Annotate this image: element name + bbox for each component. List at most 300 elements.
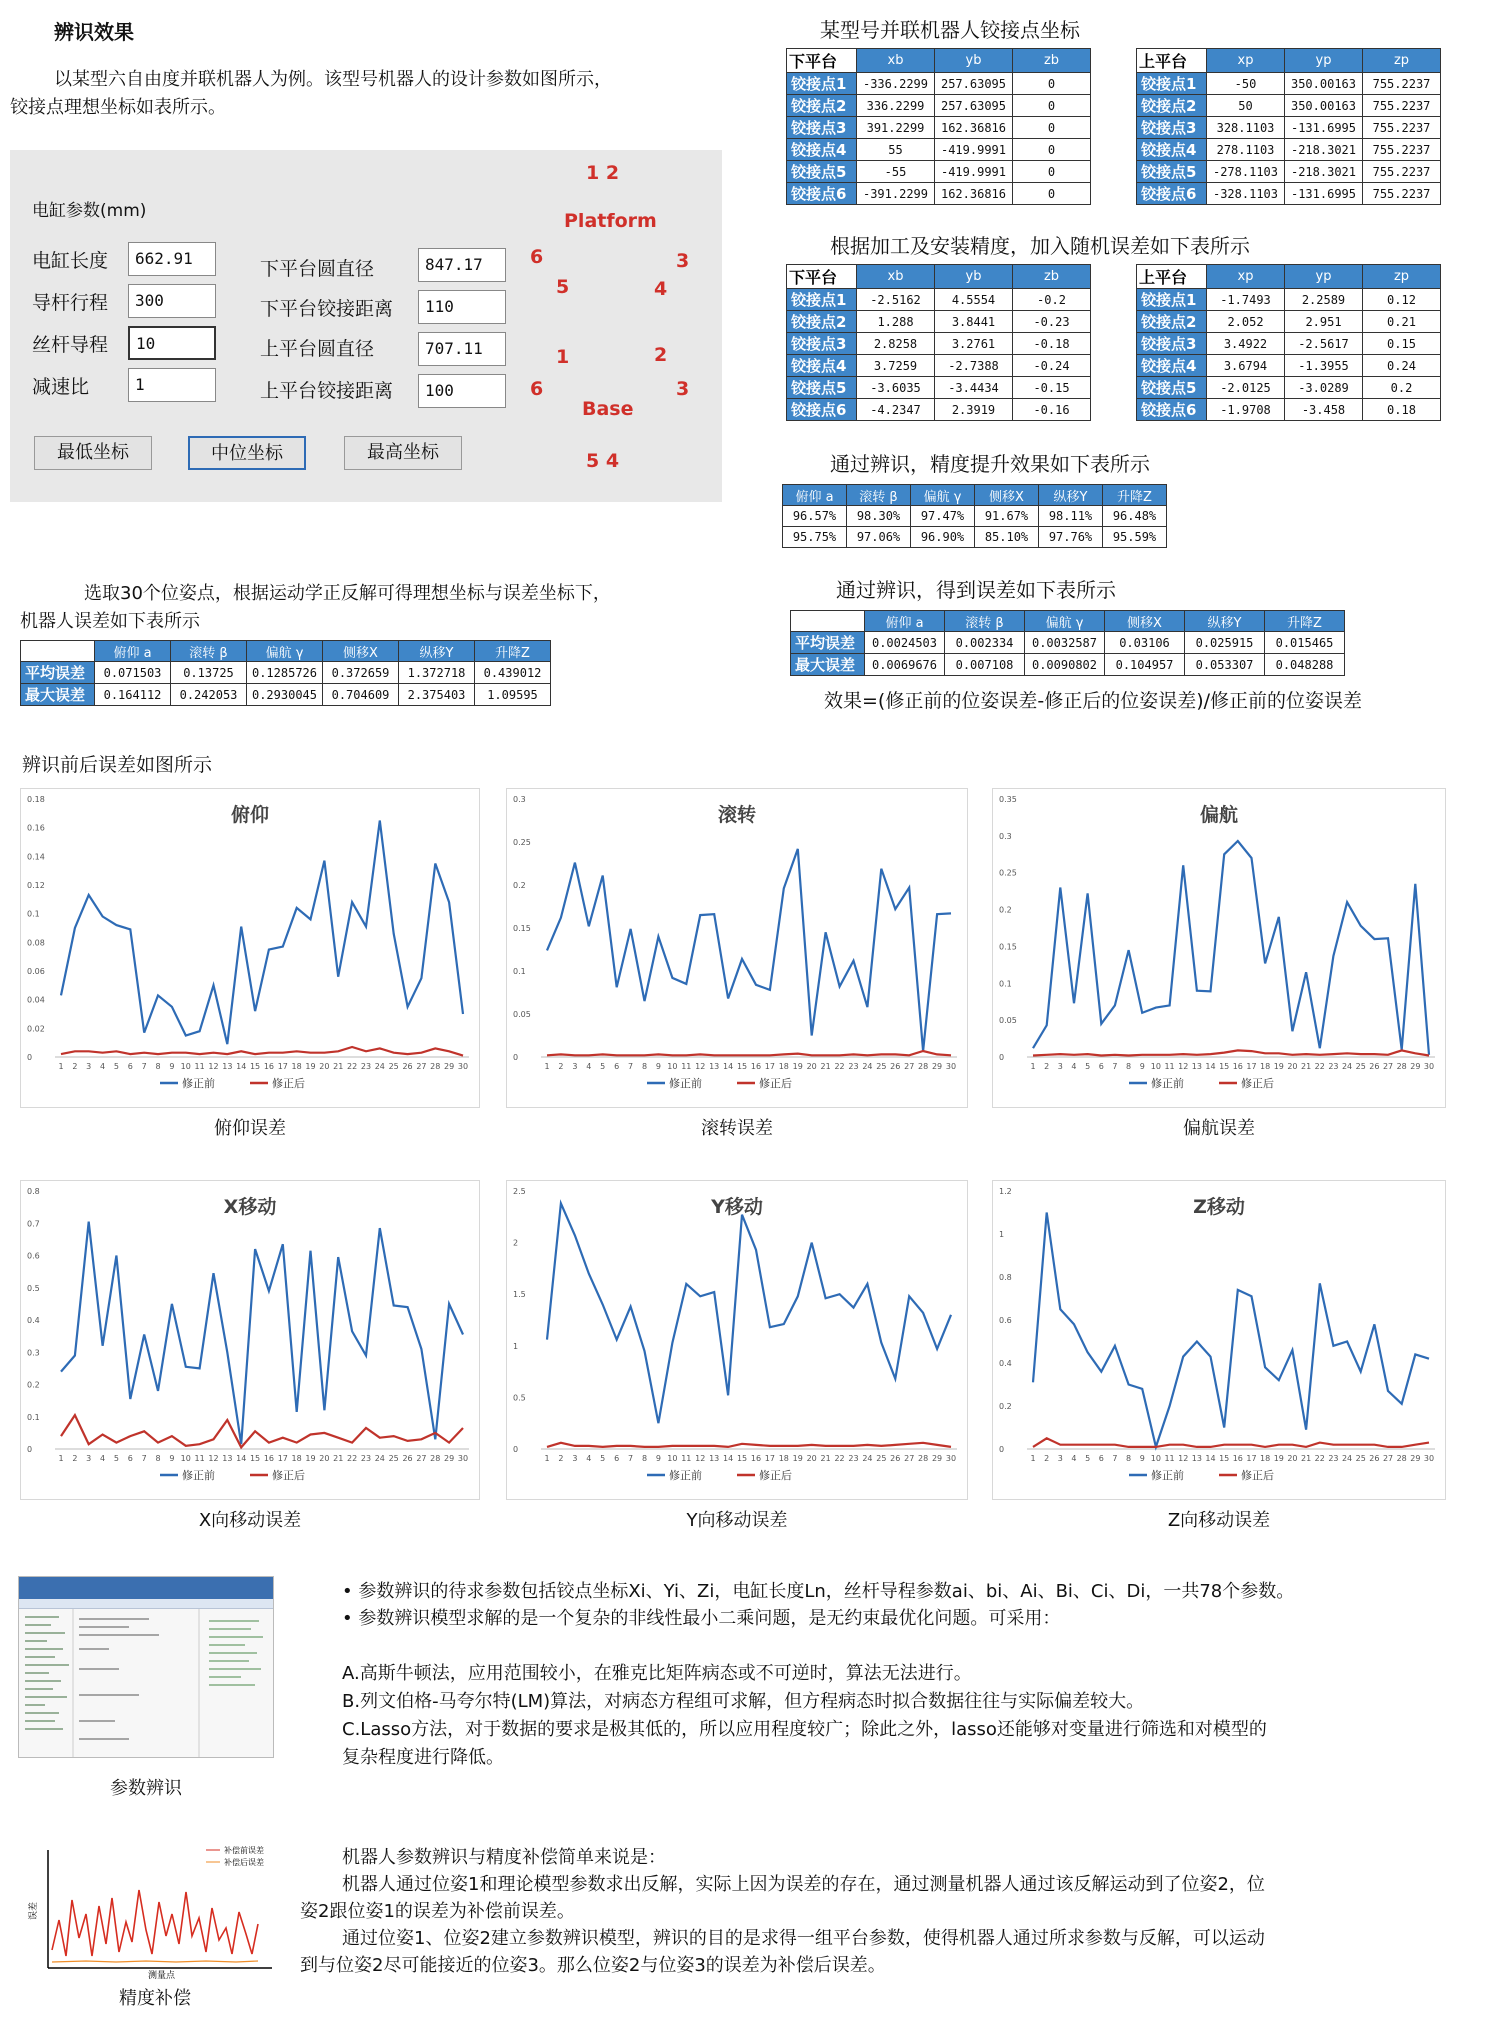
x-tick-label: 22 [347,1454,358,1463]
y-tick-label: 0.6 [999,1316,1012,1325]
table-cell: 2.951 [1285,311,1363,333]
x-tick-label: 27 [904,1454,915,1463]
table-corner-header: 下平台 [787,49,857,73]
intro-text [10,66,750,122]
series-line-after [1033,1438,1429,1447]
base-point-label: 2 [654,344,668,366]
y-tick-label: 1 [999,1230,1005,1239]
x-tick-label: 13 [222,1454,233,1463]
table-cell: 3.6794 [1207,355,1285,377]
params-panel [10,150,722,502]
table-corner-header [791,611,865,632]
after-error-table [790,610,1345,676]
table-cell: -3.6035 [857,377,935,399]
x-tick-label: 24 [862,1454,873,1463]
chart-title: 滚转 [717,804,757,826]
x-tick-label: 6 [127,1062,133,1071]
screw-lead-field[interactable]: 10 [128,326,216,360]
table-cell: -278.1103 [1207,161,1285,183]
y-tick-label: 2.5 [513,1187,526,1196]
table-row [787,161,1091,183]
method-item: A.高斯牛顿法，应用范围较小，在雅克比矩阵病态或不可逆时，算法无法进行。 [342,1663,972,1684]
table-cell: 1.288 [857,311,935,333]
x-tick-label: 2 [558,1454,564,1463]
table-row [787,139,1091,161]
y-move-chart-caption: Y向移动误差 [686,1510,788,1531]
x-tick-label: 4 [100,1062,106,1071]
table-cell: 0.2930045 [247,684,323,706]
column-header: xp [1207,49,1285,73]
table-row [1137,289,1441,311]
x-tick-label: 3 [86,1062,92,1071]
table-row [787,117,1091,139]
chart-title: Z移动 [1193,1196,1245,1218]
column-header: 纵移Y [1185,611,1265,632]
summary-line: 姿2跟位姿1的误差为补偿前误差。 [300,1901,575,1922]
bullet-item: • 参数辨识模型求解的是一个复杂的非线性最小二乘问题，是无约束最优化问题。可采用： [342,1608,1061,1629]
table-cell: 162.36816 [935,183,1013,205]
table-row [787,355,1091,377]
table-row [21,662,551,684]
field-label: 下平台铰接距离 [260,298,394,320]
x-tick-label: 24 [374,1062,385,1071]
table-cell: 0.164112 [95,684,171,706]
column-header: yb [935,49,1013,73]
column-header: 纵移Y [399,641,475,662]
x-tick-label: 25 [1355,1062,1366,1071]
platform-point-label: 1 2 [586,162,620,184]
x-tick-label: 1 [58,1454,64,1463]
x-tick-label: 20 [806,1062,817,1071]
x-tick-label: 11 [194,1454,205,1463]
x-tick-label: 10 [1150,1062,1161,1071]
x-tick-label: 25 [876,1454,887,1463]
table-cell: -0.15 [1013,377,1091,399]
series-line-after [1033,1050,1429,1055]
table-cell: 0.439012 [475,662,551,684]
table-row [1137,377,1441,399]
legend-label: 修正前 [1151,1469,1184,1482]
table-cell: 0.025915 [1185,632,1265,654]
row-header: 铰接点6 [1137,399,1207,421]
x-tick-label: 21 [820,1062,831,1071]
x-tick-label: 28 [1396,1062,1407,1071]
x-move-chart [20,1180,480,1500]
table-cell: 97.47% [911,506,975,527]
z-move-chart-caption: Z向移动误差 [1167,1510,1271,1531]
x-tick-label: 20 [319,1062,330,1071]
table-row [1137,311,1441,333]
x-tick-label: 8 [155,1454,161,1463]
table-cell: 0 [1013,73,1091,95]
table-cell: 328.1103 [1207,117,1285,139]
bullet-list [342,1578,1492,1632]
column-header: 侧移X [1105,611,1185,632]
table-row [1137,183,1441,205]
table-row [1137,399,1441,421]
y-tick-label: 0.25 [513,838,531,847]
summary-line: 到与位姿2尽可能接近的位姿3。那么位姿2与位姿3的误差为补偿后误差。 [300,1955,886,1976]
guide-stroke-field[interactable]: 300 [128,284,216,318]
method-item: 复杂程度进行降低。 [342,1747,504,1768]
table-row [787,95,1091,117]
table-cell: -419.9991 [935,139,1013,161]
y-tick-label: 0.2 [999,905,1012,915]
table-cell: 1.09595 [475,684,551,706]
table-cell: 0 [1013,161,1091,183]
x-tick-label: 15 [1219,1062,1230,1071]
x-tick-label: 22 [1314,1062,1325,1071]
x-tick-label: 3 [86,1454,92,1463]
column-header: 滚转 β [945,611,1025,632]
chart-title: 偏航 [1199,804,1239,826]
x-tick-label: 4 [100,1454,106,1463]
series-line-after [547,1051,951,1055]
table-cell: 95.75% [783,527,847,548]
x-tick-label: 22 [834,1062,845,1071]
x-tick-label: 5 [1085,1454,1091,1463]
x-tick-label: 22 [1314,1454,1325,1463]
table-cell: 257.63095 [935,73,1013,95]
cylinder-length-field[interactable]: 662.91 [128,242,216,276]
row-header: 铰接点1 [787,289,857,311]
base-label: Base [582,398,634,420]
thumb-legend-after: 补偿后误差 [224,1858,264,1867]
x-tick-label: 15 [736,1062,748,1071]
x-tick-label: 13 [1191,1454,1202,1463]
compensation-caption: 精度补偿 [119,1988,191,2009]
platform-point-label: 4 [654,278,668,300]
x-tick-label: 26 [1369,1062,1380,1071]
column-header: 偏航 γ [911,485,975,506]
x-tick-label: 10 [180,1062,191,1071]
x-tick-label: 6 [614,1062,620,1071]
upper-hinge-distance-field[interactable]: 100 [418,374,506,408]
x-tick-label: 20 [1287,1062,1298,1071]
y-tick-label: 0.1 [999,979,1012,989]
x-tick-label: 25 [388,1454,399,1463]
x-tick-label: 23 [848,1062,859,1071]
x-tick-label: 14 [236,1062,247,1071]
table-cell: 755.2237 [1363,139,1441,161]
x-tick-label: 4 [586,1062,592,1071]
table-cell: 755.2237 [1363,95,1441,117]
y-tick-label: 0.18 [27,795,45,804]
x-tick-label: 3 [572,1062,578,1071]
screenshot-code-lines [19,1609,273,1757]
x-tick-label: 8 [641,1454,648,1463]
x-tick-label: 3 [1057,1062,1063,1071]
y-tick-label: 0.4 [27,1316,40,1325]
y-tick-label: 0.05 [513,1010,531,1019]
table-row [1137,333,1441,355]
legend-label: 修正后 [272,1077,305,1090]
y-tick-label: 0.3 [513,795,526,804]
x-tick-label: 17 [277,1454,288,1463]
legend-label: 修正后 [272,1469,305,1482]
y-tick-label: 0.02 [27,1024,45,1034]
x-tick-label: 2 [72,1062,78,1071]
x-tick-label: 21 [820,1454,831,1463]
methods-list [342,1660,1492,1772]
param-id-caption: 参数辨识 [110,1778,182,1799]
x-tick-label: 25 [876,1062,887,1071]
y-tick-label: 0.2 [27,1380,40,1390]
table-cell: -2.5617 [1285,333,1363,355]
row-header: 铰接点3 [787,117,857,139]
chart-title: X移动 [223,1196,277,1218]
row-header: 铰接点4 [1137,139,1207,161]
table-row [787,73,1091,95]
platform-label: Platform [564,210,657,232]
table-cell: 350.00163 [1285,73,1363,95]
z-move-chart [992,1180,1446,1500]
x-tick-label: 28 [918,1454,929,1463]
x-tick-label: 29 [1410,1062,1421,1071]
thumb-legend-before: 补偿前误差 [224,1846,264,1855]
table-row [787,311,1091,333]
x-tick-label: 16 [263,1454,275,1463]
table-row [783,506,1167,527]
column-header: 偏航 γ [1025,611,1105,632]
compensation-thumbnail [26,1840,276,1980]
x-tick-label: 12 [695,1454,706,1463]
column-header: xp [1207,265,1285,289]
lower-hinge-distance-field[interactable]: 110 [418,290,506,324]
table-cell: 0.704609 [323,684,399,706]
table-cell: -2.7388 [935,355,1013,377]
x-tick-label: 21 [1301,1062,1312,1071]
x-tick-label: 16 [750,1454,762,1463]
legend-label: 修正前 [182,1469,215,1482]
table-row [783,527,1167,548]
x-tick-label: 27 [1382,1062,1394,1071]
y-tick-label: 2 [513,1238,519,1248]
ideal-lower-table [786,48,1091,205]
series-line-before [547,849,951,1051]
table-cell: 0.1285726 [247,662,323,684]
table-cell: -391.2299 [857,183,935,205]
table-cell: -3.4434 [935,377,1013,399]
row-header: 铰接点3 [1137,333,1207,355]
x-tick-label: 1 [544,1062,550,1071]
x-tick-label: 26 [890,1454,901,1463]
x-tick-label: 6 [1098,1454,1104,1463]
x-tick-label: 22 [347,1062,358,1071]
ideal-coords-caption: 某型号并联机器人铰接点坐标 [820,18,1080,42]
table-cell: 96.57% [783,506,847,527]
x-tick-label: 24 [1341,1454,1353,1463]
table-cell: 2.2589 [1285,289,1363,311]
x-tick-label: 7 [628,1062,634,1071]
table-cell: 0.03106 [1105,632,1185,654]
roll-chart-caption: 滚转误差 [701,1118,773,1139]
thumb-ylabel: 误差 [29,1901,39,1920]
column-header: 升降Z [475,641,551,662]
x-tick-label: 2 [1044,1062,1050,1071]
table-row [1137,117,1441,139]
table-cell: 0.053307 [1185,654,1265,676]
intro-line-1: 以某型六自由度并联机器人为例。该型号机器人的设计参数如图所示， [54,69,612,90]
column-header: yp [1285,265,1363,289]
row-header: 铰接点4 [787,355,857,377]
x-tick-label: 17 [277,1062,288,1071]
x-tick-label: 7 [1112,1062,1118,1071]
x-tick-label: 27 [904,1062,915,1071]
x-tick-label: 2 [558,1062,564,1071]
row-header: 铰接点2 [787,311,857,333]
y-tick-label: 0.04 [27,995,45,1005]
x-tick-label: 12 [695,1062,706,1071]
table-cell: 0.12 [1363,289,1441,311]
after-error-caption: 通过辨识，得到误差如下表所示 [836,578,1116,602]
x-tick-label: 27 [416,1062,427,1071]
x-tick-label: 28 [430,1062,441,1071]
y-tick-label: 0.1 [27,909,40,919]
row-header: 铰接点2 [1137,95,1207,117]
legend-label: 修正前 [669,1077,702,1090]
yaw-chart [992,788,1446,1108]
intro-line-2: 铰接点理想坐标如表所示。 [10,97,226,118]
table-cell: -0.23 [1013,311,1091,333]
upper-circle-diameter-field[interactable]: 707.11 [418,332,506,366]
x-tick-label: 15 [249,1062,261,1071]
table-cell: 391.2299 [857,117,935,139]
x-tick-label: 30 [1423,1454,1435,1463]
before-error-caption [20,580,740,636]
table-row [1137,139,1441,161]
lower-circle-diameter-field[interactable]: 847.17 [418,248,506,282]
x-tick-label: 14 [1205,1062,1216,1071]
table-corner-header [21,641,95,662]
y-tick-label: 0 [27,1053,33,1062]
row-header: 铰接点5 [1137,161,1207,183]
x-tick-label: 19 [792,1062,803,1071]
row-header: 铰接点3 [787,333,857,355]
method-item: C.Lasso方法，对于数据的要求是极其低的，所以应用程度较广；除此之外，lasso还能够对变量进行筛选和对模型的 [342,1719,1267,1740]
row-header: 铰接点5 [1137,377,1207,399]
legend-label: 修正前 [182,1077,215,1090]
base-point-label: 5 4 [586,450,620,472]
x-tick-label: 2 [72,1454,78,1463]
mid-coord-button[interactable]: 中位坐标 [188,436,306,470]
table-cell: 257.63095 [935,95,1013,117]
table-cell: 1.372718 [399,662,475,684]
column-header: yb [935,265,1013,289]
x-tick-label: 18 [291,1454,302,1463]
legend-label: 修正后 [759,1077,792,1090]
table-cell: -4.2347 [857,399,935,421]
min-coord-button[interactable]: 最低坐标 [34,436,152,470]
y-tick-label: 0.08 [27,938,45,948]
series-line-before [61,821,463,1045]
table-cell: 2.052 [1207,311,1285,333]
table-corner-header: 下平台 [787,265,857,289]
reduction-ratio-field[interactable]: 1 [128,368,216,402]
x-tick-label: 19 [305,1454,316,1463]
x-tick-label: 10 [1150,1454,1161,1463]
table-cell: 4.5554 [935,289,1013,311]
x-tick-label: 25 [1355,1454,1366,1463]
table-cell: 350.00163 [1285,95,1363,117]
row-header: 铰接点2 [787,95,857,117]
x-tick-label: 26 [1369,1454,1380,1463]
x-tick-label: 28 [918,1062,929,1071]
legend-label: 修正前 [669,1469,702,1482]
table-cell: -0.2 [1013,289,1091,311]
x-tick-label: 29 [931,1062,943,1071]
y-tick-label: 1.2 [999,1187,1012,1196]
column-header: 滚转 β [847,485,911,506]
platform-point-label: 5 [556,276,570,298]
x-tick-label: 19 [305,1062,316,1071]
x-tick-label: 7 [1112,1454,1118,1463]
x-tick-label: 4 [1071,1454,1077,1463]
column-header: xb [857,265,935,289]
x-tick-label: 18 [778,1062,789,1071]
table-cell: 0.18 [1363,399,1441,421]
table-corner-header: 上平台 [1137,49,1207,73]
x-tick-label: 30 [457,1454,469,1463]
x-tick-label: 11 [681,1062,692,1071]
y-tick-label: 0.14 [27,852,45,862]
bullet-item: • 参数辨识的待求参数包括铰点坐标Xi、Yi、Zi，电缸长度Ln，丝杆导程参数ai、bi、Ai、Bi、Ci、Di，一共78个参数。 [342,1581,1295,1602]
x-tick-label: 1 [1030,1062,1036,1071]
x-tick-label: 27 [416,1454,427,1463]
x-tick-label: 1 [1030,1454,1036,1463]
x-tick-label: 8 [1126,1454,1132,1463]
table-cell: -0.24 [1013,355,1091,377]
x-tick-label: 26 [890,1062,901,1071]
table-corner-header: 上平台 [1137,265,1207,289]
yaw-chart-caption: 偏航误差 [1183,1118,1255,1139]
x-tick-label: 24 [1341,1062,1353,1071]
table-cell: 0.071503 [95,662,171,684]
legend-label: 修正后 [1241,1077,1274,1090]
table-cell: 755.2237 [1363,183,1441,205]
x-tick-label: 18 [1260,1454,1271,1463]
table-row [1137,161,1441,183]
x-tick-label: 21 [1301,1454,1312,1463]
table-cell: 3.7259 [857,355,935,377]
column-header: yp [1285,49,1363,73]
table-cell: 0 [1013,183,1091,205]
x-tick-label: 4 [1071,1062,1077,1071]
summary-line: 机器人参数辨识与精度补偿简单来说是： [342,1847,666,1868]
random-upper-table [1136,264,1441,421]
x-tick-label: 22 [834,1454,845,1463]
row-header: 最大误差 [21,684,95,706]
table-cell: -131.6995 [1285,183,1363,205]
max-coord-button[interactable]: 最高坐标 [344,436,462,470]
x-tick-label: 30 [945,1454,957,1463]
x-tick-label: 24 [862,1062,873,1071]
column-header: zp [1363,265,1441,289]
table-cell: 162.36816 [935,117,1013,139]
x-tick-label: 1 [58,1062,64,1071]
table-cell: 0.372659 [323,662,399,684]
x-tick-label: 9 [1139,1062,1145,1071]
x-tick-label: 10 [667,1062,678,1071]
x-tick-label: 10 [667,1454,678,1463]
summary-line: 通过位姿1、位姿2建立参数辨识模型，辨识的目的是求得一组平台参数，使得机器人通过所求参数与反解，可以运动 [342,1928,1265,1949]
platform-point-label: 3 [676,250,690,272]
x-tick-label: 17 [764,1454,775,1463]
x-tick-label: 16 [750,1062,762,1071]
roll-chart [506,788,968,1108]
row-header: 铰接点6 [787,399,857,421]
row-header: 铰接点4 [1137,355,1207,377]
